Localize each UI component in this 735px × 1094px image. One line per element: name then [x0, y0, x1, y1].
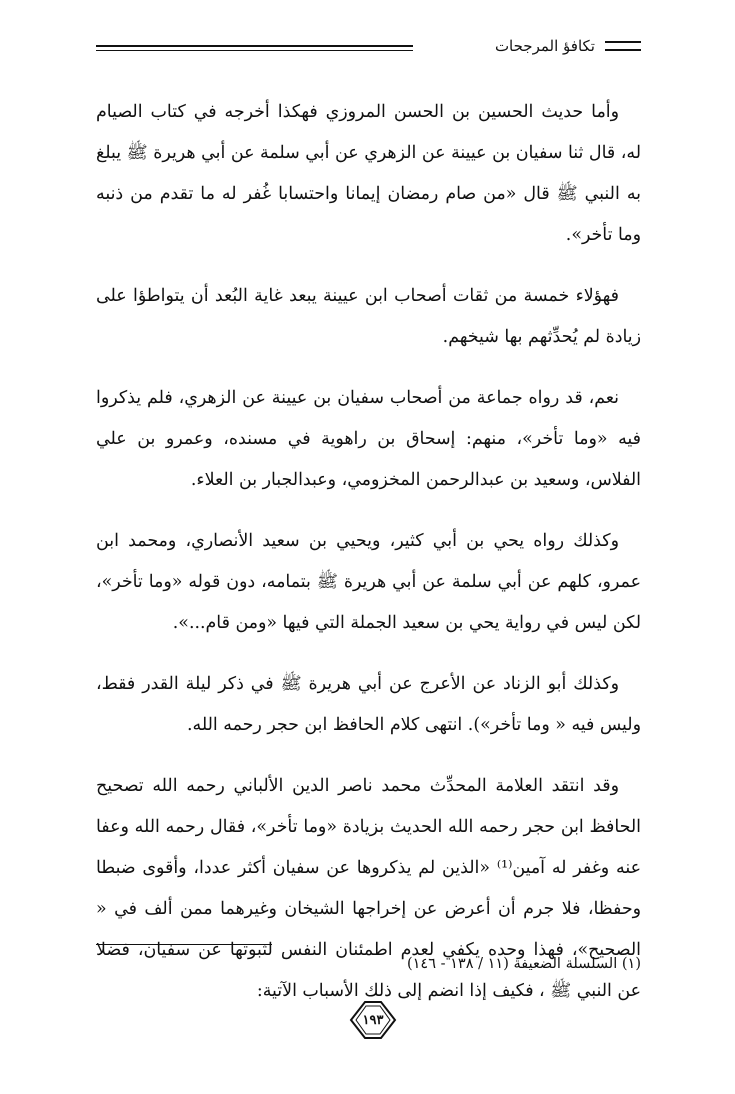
- paragraph-5: وكذلك أبو الزناد عن الأعرج عن أبي هريرة ﷺ في ذكر ليلة القدر فقط، وليس فيه « وما تأخر»). انتهى كلام الحافظ ابن حجر رحمه الله.: [96, 674, 641, 735]
- page-number-badge: [349, 1000, 397, 1040]
- paragraph-4: وكذلك رواه يحي بن أبي كثير، ويحيي بن سعيد الأنصاري، ومحمد ابن عمرو، كلهم عن أبي سلمة عن أبي هريرة ﷺ بتمامه، دون قوله «وما تأخر»، لكن ليس في رواية يحي بن سعيد الجملة التي فيها «ومن قام...».: [96, 531, 641, 633]
- page-number: ١٩٣: [362, 1012, 384, 1028]
- paragraph-2: فهؤلاء خمسة من ثقات أصحاب ابن عيينة يبعد غاية البُعد أن يتواطؤا على زيادة لم يُحدِّثهم بها شيخهم.: [96, 286, 641, 347]
- header-rule: [96, 45, 413, 51]
- body-text: [96, 92, 641, 1032]
- running-header: [96, 36, 641, 56]
- header-title: تكافؤ المرجحات: [494, 37, 595, 55]
- paragraph-3: نعم، قد رواه جماعة من أصحاب سفيان بن عيينة عن الزهري، فلم يذكروا فيه «وما تأخر»، منهم: إسحاق بن راهوية في مسنده، وعمرو بن علي الفلاس، وسعيد بن عبدالرحمن المخزومي، وعبدالجبار بن العلاء.: [96, 388, 641, 490]
- paragraph-6: وقد انتقد العلامة المحدِّث محمد ناصر الدين الألباني رحمه الله تصحيح الحافظ ابن حجر رحمه الله الحديث بزيادة «وما تأخر»، فقال رحمه الله وعفا عنه وغفر له آمين⁽¹⁾ «الذين لم يذكروها عن سفيان أكثر عددا، وأقوى ضبطا وحفظا، فلا جرم أن أعرض عن إخراجها الشيخان وغيرهما ممن ألف في « الصحيح»، فهذا وحده يكفي لعدم اطمئنان النفس لثبوتها عن سفيان، فضلا عن النبي ﷺ ، فكيف إذا انضم إلى ذلك الأسباب الآتية:: [96, 776, 641, 1001]
- footnote-separator: [96, 944, 272, 945]
- header-mark: [605, 41, 641, 51]
- paragraph-1: وأما حديث الحسين بن الحسن المروزي فهكذا أخرجه في كتاب الصيام له، قال ثنا سفيان بن عيينة عن الزهري عن أبي سلمة عن أبي هريرة ﷺ يبلغ به النبي ﷺ قال «من صام رمضان إيمانا واحتسابا غُفر له ما تقدم من ذنبه وما تأخر».: [96, 102, 641, 245]
- footnote: (١) السلسلة الضعيفة (١١ / ١٣٨ - ١٤٦): [406, 956, 641, 972]
